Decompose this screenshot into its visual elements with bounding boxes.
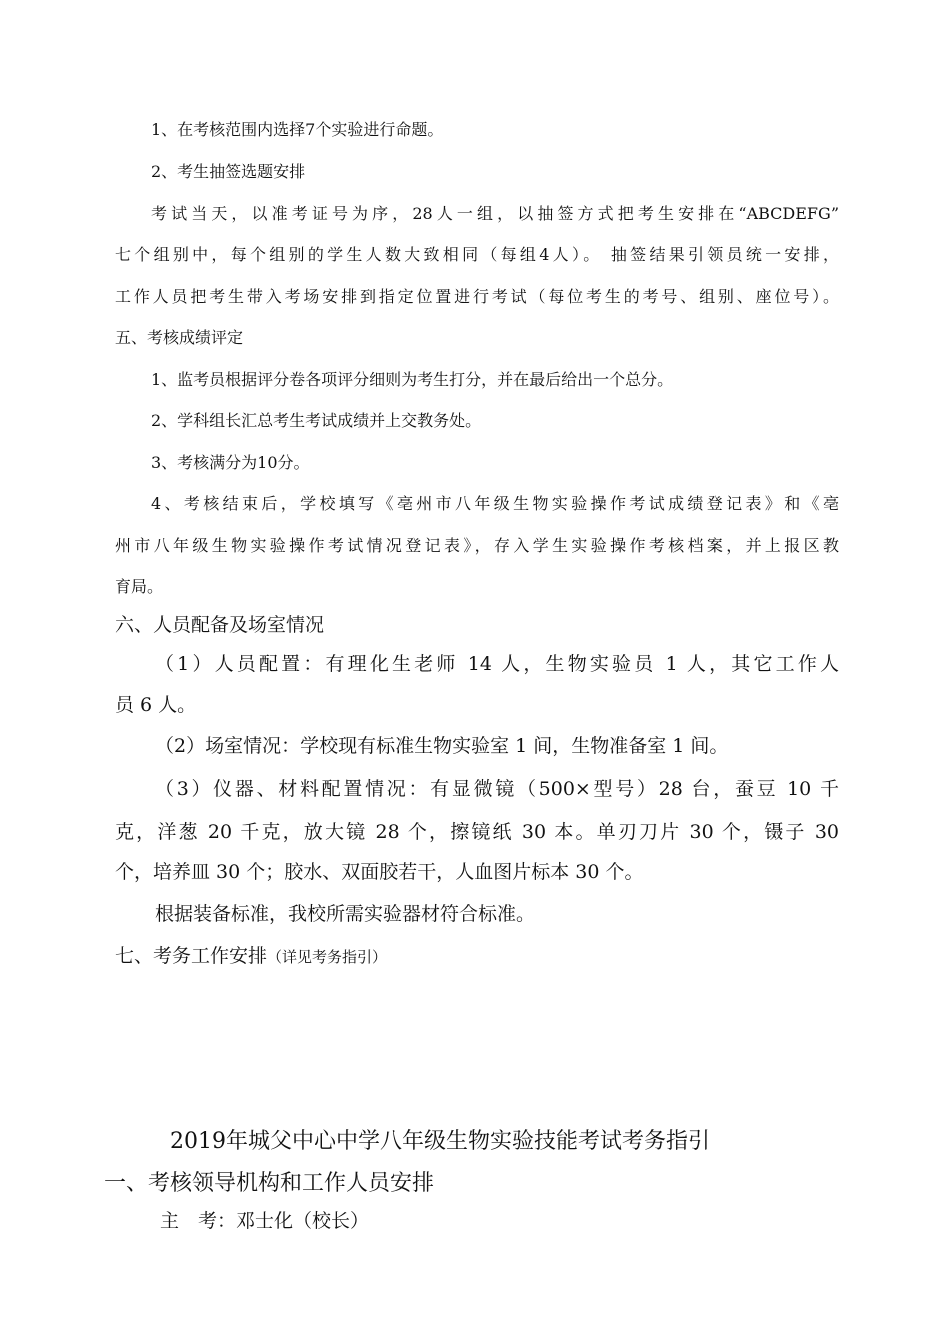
paragraph-line: 克，洋葱 20 千克，放大镜 28 个，擦镜纸 30 本。单刃刀片 30 个，镊子 30 — [115, 821, 839, 843]
guide-title: 2019年城父中心中学八年级生物实验技能考试考务指引 — [170, 1129, 710, 1154]
section-heading: 五、考核成绩评定 — [115, 328, 244, 347]
paragraph-line: 根据装备标准，我校所需实验器材符合标准。 — [155, 903, 536, 925]
list-item: 2、考生抽签选题安排 — [151, 162, 306, 181]
paragraph-line: 考试当天，以准考证号为序，28人一组，以抽签方式把考生安排在“ABCDEFG” — [151, 204, 839, 223]
paragraph-line: （3）仪器、材料配置情况：有显微镜（500×型号）28 台，蚕豆 10 千 — [155, 778, 839, 800]
chief-examiner-value: 邓士化（校长） — [236, 1210, 370, 1232]
section-heading-text: 七、考务工作安排 — [115, 945, 268, 967]
section-heading: 六、人员配备及场室情况 — [115, 614, 325, 636]
list-item: 4、考核结束后，学校填写《亳州市八年级生物实验操作考试成绩登记表》和《亳 — [151, 494, 839, 513]
list-item: 1、在考核范围内选择7个实验进行命题。 — [151, 120, 444, 139]
section-heading — [115, 947, 387, 966]
paragraph-line: 七个组别中，每个组别的学生人数大致相同（每组4人）。 抽签结果引领员统一安排， — [115, 245, 839, 264]
paragraph-line: 州市八年级生物实验操作考试情况登记表》，存入学生实验操作考核档案，并上报区教 — [115, 536, 839, 555]
paragraph-line: （1）人员配置：有理化生老师 14 人，生物实验员 1 人，其它工作人 — [155, 653, 839, 675]
list-item: 3、考核满分为10分。 — [151, 453, 310, 472]
section-note: （详见考务指引） — [267, 948, 388, 966]
paragraph-line: （2）场室情况：学校现有标准生物实验室 1 间，生物准备室 1 间。 — [155, 735, 729, 757]
list-item: 1、监考员根据评分卷各项评分细则为考生打分，并在最后给出一个总分。 — [151, 370, 674, 389]
list-item: 2、学科组长汇总考生考试成绩并上交教务处。 — [151, 411, 482, 430]
chief-examiner-label: 主 考： — [160, 1210, 237, 1232]
chief-examiner-line — [160, 1212, 369, 1231]
paragraph-line: 个，培养皿 30 个；胶水、双面胶若干，人血图片标本 30 个。 — [115, 861, 644, 883]
section-heading: 一、考核领导机构和工作人员安排 — [104, 1171, 435, 1196]
paragraph-line: 员 6 人。 — [115, 694, 197, 716]
paragraph-line: 育局。 — [115, 577, 164, 596]
paragraph-line: 工作人员把考生带入考场安排到指定位置进行考试（每位考生的考号、组别、座位号）。 — [115, 287, 839, 306]
